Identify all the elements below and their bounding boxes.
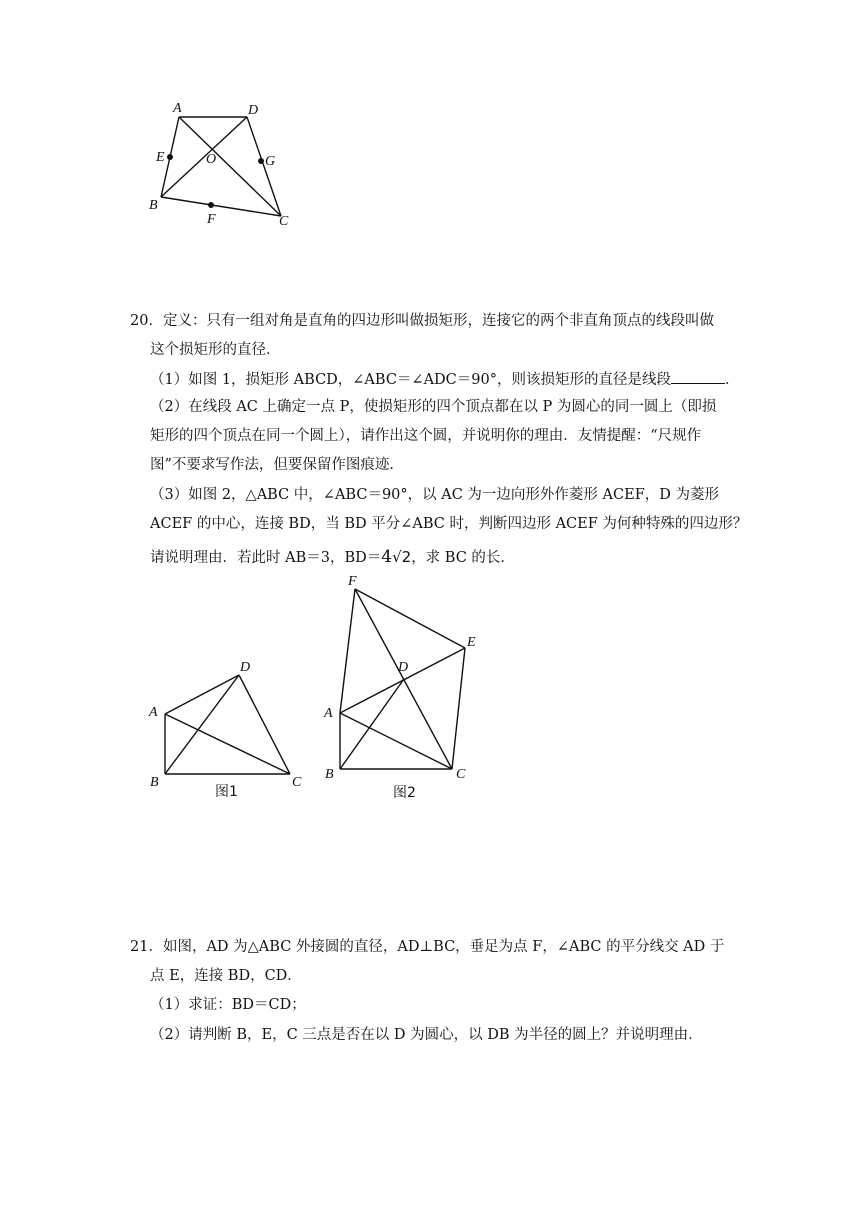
q20-line3 <box>150 371 739 388</box>
q20-line4: （2）在线段 AC 上确定一点 P，使损矩形的四个顶点都在以 P 为圆心的同一圆上（即损 <box>150 399 717 415</box>
figure-1 <box>140 655 315 805</box>
label-E: E <box>156 150 165 165</box>
label-A: A <box>173 101 182 116</box>
point-E <box>167 154 173 160</box>
label-O: O <box>206 152 217 167</box>
label-B: B <box>149 198 158 213</box>
label-D: D <box>248 103 259 118</box>
fig1-caption: 图1 <box>215 784 238 800</box>
q20-line3-end: ． <box>724 372 740 388</box>
q20-line6: 图”不要求写作法，但要保留作图痕迹． <box>150 457 404 473</box>
q20-line9-text: 请说明理由．若此时 AB＝3，BD＝ <box>150 550 382 566</box>
q20-bd-coefficient: 4 <box>381 547 393 567</box>
segment-DC <box>247 117 281 216</box>
segment-EC <box>452 648 465 769</box>
q21-line1: 21．如图，AD 为△ABC 外接圆的直径，AD⊥BC，垂足为点 F，∠ABC 的平分线交 AD 于 <box>130 939 725 955</box>
fig1-label-A: A <box>149 705 158 720</box>
q21-line3: （1）求证：BD＝CD； <box>150 997 306 1013</box>
fig1-label-C: C <box>292 775 302 790</box>
fig2-label-C: C <box>456 767 466 782</box>
label-C: C <box>279 214 289 229</box>
q20-line3-text: （1）如图 1，损矩形 ABCD，∠ABC＝∠ADC＝90°，则该损矩形的直径是线段 <box>150 372 671 388</box>
segment-BD <box>340 679 404 769</box>
point-F <box>208 202 214 208</box>
figure-top-quadrilateral <box>140 95 300 230</box>
fig2-label-A: A <box>324 706 333 721</box>
diagonal-DB <box>161 117 247 197</box>
q20-line9-end: ，求 BC 的长． <box>411 550 515 566</box>
segment-AF <box>340 589 355 713</box>
fig2-label-B: B <box>325 767 334 782</box>
fig2-label-E: E <box>467 635 476 650</box>
fig2-caption: 图2 <box>393 785 416 801</box>
segment-CB <box>161 197 281 216</box>
q20-line1: 20．定义：只有一组对角是直角的四边形叫做损矩形，连接它的两个非直角顶点的线段叫做 <box>130 313 714 329</box>
figure-2 <box>320 570 490 805</box>
q20-line9 <box>150 549 515 566</box>
fig1-label-B: B <box>150 775 159 790</box>
q21-line4: （2）请判断 B，E，C 三点是否在以 D 为圆心，以 DB 为半径的圆上？并说明理由． <box>150 1027 703 1043</box>
diagonal-AC <box>165 714 290 774</box>
answer-blank <box>671 371 725 384</box>
q20-line2: 这个损矩形的直径． <box>150 342 281 358</box>
q20-bd-radical: √2 <box>392 548 412 566</box>
point-G <box>258 158 264 164</box>
fig1-label-D: D <box>240 660 251 675</box>
fig2-label-D: D <box>398 660 409 675</box>
diagonal-CA <box>340 713 452 769</box>
segment-CD <box>239 675 290 774</box>
fig2-label-F: F <box>348 574 357 589</box>
q20-line5: 矩形的四个顶点在同一个圆上），请作出这个圆，并说明你的理由．友情提醒：“尺规作 <box>150 428 702 444</box>
q20-line8: ACEF 的中心，连接 BD，当 BD 平分∠ABC 时，判断四边形 ACEF 为何种特殊的四边形？ <box>150 516 748 532</box>
label-G: G <box>265 154 276 169</box>
q21-line2: 点 E，连接 BD，CD． <box>150 968 302 984</box>
diagonal-BD <box>165 675 239 774</box>
segment-DA <box>165 675 239 714</box>
label-F: F <box>207 212 216 227</box>
q20-line7: （3）如图 2，△ABC 中，∠ABC＝90°，以 AC 为一边向形外作菱形 ACEF，D 为菱形 <box>150 487 719 503</box>
